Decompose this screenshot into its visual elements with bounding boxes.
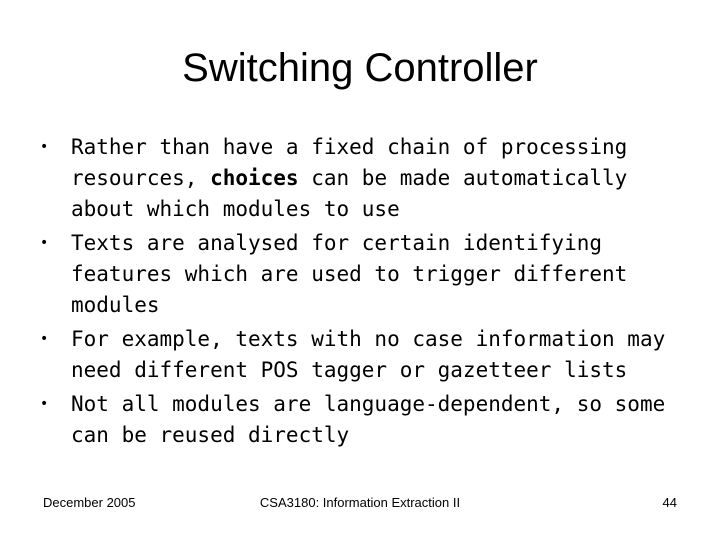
slide-title: Switching Controller bbox=[182, 46, 538, 90]
bullet-icon: • bbox=[40, 235, 49, 251]
footer-course: CSA3180: Information Extraction II bbox=[259, 495, 461, 510]
bullet-text: Texts are analysed for certain identifying features which are used to trigger different modules bbox=[71, 231, 628, 317]
bullet-item bbox=[40, 324, 690, 386]
bullet-text bbox=[71, 135, 627, 221]
bullet-list bbox=[40, 132, 690, 454]
footer-date: December 2005 bbox=[43, 495, 136, 510]
bullet-item bbox=[40, 132, 690, 225]
bullet-item bbox=[40, 228, 690, 321]
bullet-text-part: can be made automatically about which modules to use bbox=[71, 166, 628, 221]
bullet-icon: • bbox=[40, 139, 49, 155]
bullet-emphasis: choices bbox=[210, 166, 299, 190]
bullet-item bbox=[40, 389, 690, 451]
bullet-icon: • bbox=[40, 331, 49, 347]
bullet-icon: • bbox=[40, 396, 49, 412]
bullet-text-part: Rather than have a fixed chain of processing resources, bbox=[71, 135, 628, 190]
footer-page-number: 44 bbox=[662, 495, 677, 510]
bullet-text: Not all modules are language-dependent, so some can be reused directly bbox=[71, 392, 666, 447]
bullet-text: For example, texts with no case information may need different POS tagger or gazetteer lists bbox=[71, 327, 666, 382]
